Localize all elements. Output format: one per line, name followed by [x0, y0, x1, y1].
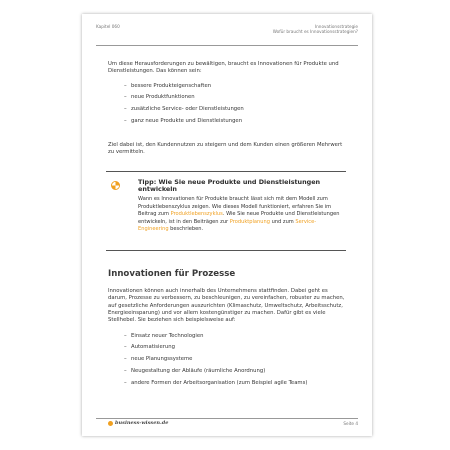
header-topic — [273, 24, 358, 34]
link-service-engineering[interactable]: Service-Engineering — [138, 218, 317, 232]
tip-title: Tipp: Wie Sie neue Produkte und Dienstleistungen entwickeln — [138, 178, 321, 194]
header-topic-line2: Wofür braucht es Innovationsstrategien? — [272, 29, 358, 35]
list-item: – ganz neue Produkte und Dienstleistungen — [124, 119, 354, 124]
intro-paragraph: Um diese Herausforderungen zu bewältigen, braucht es Innovationen für Produkte und Dienstleistungen. Das können sein: — [108, 61, 339, 75]
list-item: – neue Planungssysteme — [124, 357, 354, 362]
chapter-label: Kapitel 060 — [96, 24, 120, 29]
tip-text-part: Wann es Innovationen für Produkte braucht lässt sich mit dem Modell zum Produktlebenszyklus zeigen. Wie dieses Modell funktioniert, erfahren Sie im Beitrag zum — [138, 196, 332, 217]
footer-logo — [108, 420, 168, 426]
list-item: – bessere Produkteigenschaften — [124, 84, 354, 89]
page-header — [96, 23, 358, 46]
lightbulb-icon — [111, 181, 120, 190]
tip-text — [138, 196, 344, 234]
list-item: – Automatisierung — [124, 345, 354, 350]
section-heading: Innovationen für Prozesse — [108, 269, 236, 279]
list-item: – zusätzliche Service- oder Dienstleistungen — [124, 107, 354, 112]
list-item: – Neugestaltung der Abläufe (räumliche Anordnung) — [124, 369, 354, 374]
page-number: Seite 4 — [343, 421, 358, 426]
logo-dot-icon — [108, 421, 113, 426]
process-lever-list — [124, 334, 354, 394]
tip-text-part: beschrieben. — [168, 226, 204, 232]
link-produktplanung[interactable]: Produktplanung — [229, 218, 270, 225]
tip-box — [106, 171, 346, 251]
tip-text-part: . Wie Sie neue Produkte und Dienstleistungen entwickeln, ist in den Beiträgen zur — [138, 211, 340, 225]
list-item: – neue Produktfunktionen — [124, 95, 354, 100]
process-paragraph: Innovationen können auch innerhalb des Unternehmens stattfinden. Dabei geht es darum, Prozesse zu verbessern, zu beschleunigen, zu vereinfachen, robuster zu machen, auf gesetzliche Anforderungen auszurichten (Klimaschutz, Umweltschutz, Arbeitsschutz, Energieeinsparung) und vor allem kostengünstiger zu machen. Dafür gibt es viele Stellhebel. Sie beziehen sich beispielsweise auf: — [108, 288, 345, 324]
footer-divider — [96, 418, 358, 419]
link-produktlebenszyklus[interactable]: Produktlebenszyklus — [170, 211, 223, 217]
header-topic-line1: Innovationsstrategie — [314, 24, 358, 29]
document-page — [82, 14, 372, 436]
list-item: – Einsatz neuer Technologien — [124, 334, 354, 339]
tip-text-part: und zum — [269, 218, 296, 225]
list-item: – andere Formen der Arbeitsorganisation (zum Beispiel agile Teams) — [124, 381, 354, 386]
goal-paragraph: Ziel dabei ist, den Kundennutzen zu steigern und dem Kunden einen größeren Mehrwert zu vermitteln. — [108, 142, 343, 156]
logo-text: business-wissen.de — [115, 420, 169, 426]
product-innovation-list — [124, 84, 354, 132]
